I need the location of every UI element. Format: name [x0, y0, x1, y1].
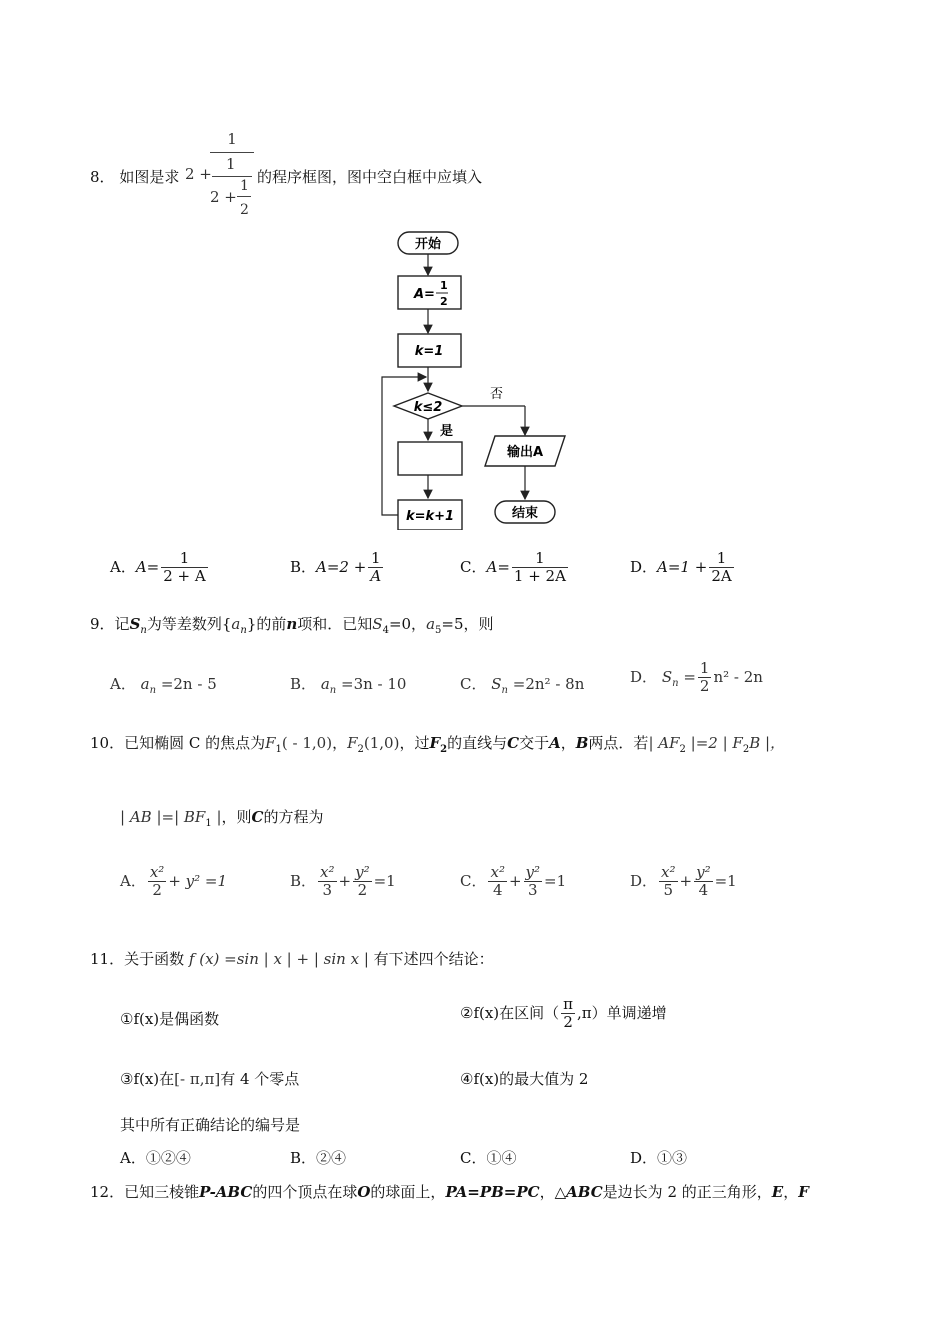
flow-end-text: 结束 [511, 506, 539, 521]
q8-expr-inner-den-bar [237, 196, 251, 197]
q12-stem: 12．已知三棱锥P-ABC的四个顶点在球O的球面上，PA=PB=PC，△ABC是边长为 2 的正三角形，E，F [90, 1183, 809, 1201]
q11-conclusion-4: ④f(x)的最大值为 2 [460, 1070, 589, 1088]
q8-expr-inner-bar [212, 176, 252, 177]
q8-option-d[interactable]: D．A=1 + $\frac{1}{2A}$ [630, 549, 732, 586]
q8-tail: 的程序框图，图中空白框中应填入 [257, 168, 483, 186]
flow-cond-text: k≤2 [413, 400, 443, 415]
q11-conclusion-2: ②f(x)在区间（ $\frac{\pi}{2}$ ,π）单调递增 [460, 995, 667, 1032]
q8-option-b[interactable]: B．A=2 + $\frac{1}{A}$ [290, 549, 382, 586]
q8-expr-whole: 2 + [185, 165, 212, 183]
q9-stem: 9．记$S_n$为等差数列$\{a_n\}$的前n项和．已知$S_4=0$，$a_5=5$，则 [90, 615, 494, 636]
q9-option-a[interactable]: A． $a_n =2n - 5$ [110, 675, 217, 696]
flow-output-text: 输出A [506, 445, 544, 460]
q8-expr-top-num: 1 [227, 130, 237, 148]
q10-option-d[interactable]: D． $\frac{\text{x²}}{5}$ + $\frac{\text{y²}}{4}$ =1 [630, 863, 737, 900]
q8-expr-inner-num: 1 [226, 155, 236, 173]
flow-init-a-den: 2 [440, 295, 448, 308]
flow-blank-box [398, 442, 462, 475]
q9-option-d[interactable]: D． $S_n$ = $\frac{1}{2}$ n² - 2n [630, 659, 763, 696]
q8-expression [185, 130, 257, 222]
q8-expr-inner-den-num: 1 [240, 178, 249, 194]
q11-conclusion-3: ③f(x)在[- π,π]有 4 个零点 [120, 1070, 300, 1088]
q10-option-b[interactable]: B． $\frac{\text{x²}}{3}$ + $\frac{\text{y²}}{2}$ =1 [290, 863, 396, 900]
q10-stem-line2: | AB |=| $BF_1$ |，则C的方程为 [120, 808, 324, 829]
q9-option-b[interactable]: B． $a_n =3n - 10$ [290, 675, 407, 696]
flow-init-a-prefix: A= [414, 287, 435, 302]
flow-init-k-text: k=1 [414, 344, 444, 359]
q8-expr-inner-den-prefix: 2 + [210, 188, 237, 206]
q11-option-c[interactable]: C．①④ [460, 1149, 517, 1167]
q11-prompt: 其中所有正确结论的编号是 [120, 1116, 301, 1134]
q9-option-c[interactable]: C． $S_n =2n^2 - 8n$ [460, 675, 585, 696]
q8-number: 8． [90, 168, 115, 186]
flow-start-text: 开始 [414, 237, 442, 252]
q11-option-a[interactable]: A．①②④ [120, 1149, 191, 1167]
q10-option-c[interactable]: C． $\frac{\text{x²}}{4}$ + $\frac{\text{y²}}{3}$ =1 [460, 863, 567, 900]
q8-expr-main-bar [210, 152, 254, 153]
q8-lead: 如图是求 [119, 168, 180, 186]
q8-option-a[interactable]: A．A= $\frac{1}{2 + A}$ [110, 549, 206, 586]
q8-expr-inner-den-den: 2 [240, 202, 249, 218]
flow-no-label: 否 [490, 387, 504, 402]
q8-flowchart [370, 225, 580, 530]
q10-stem: 10．已知椭圆 C 的焦点为$F_1( - 1,0)$，$F_2(1,0)$，过$F_2$的直线与C交于A，B两点．若| $AF_2$ |=2 | $F_2B$ |， [90, 734, 786, 755]
q11-conclusion-1: ①f(x)是偶函数 [120, 1010, 220, 1028]
flow-yes-label: 是 [440, 424, 454, 439]
q10-option-a[interactable]: A． $\frac{\text{x²}}{2}$ + y² =1 [120, 863, 228, 900]
flow-init-a-num: 1 [440, 279, 448, 292]
q8-option-c[interactable]: C．A= $\frac{1}{1 + 2A}$ [460, 549, 566, 586]
q11-option-b[interactable]: B．②④ [290, 1149, 347, 1167]
flow-incr-text: k=k+1 [405, 509, 455, 524]
q8-stem [90, 166, 179, 187]
q11-option-d[interactable]: D．①③ [630, 1149, 688, 1167]
q11-stem: 11．关于函数 f (x) =sin | x | + | sin x | 有下述四个结论： [90, 950, 494, 968]
